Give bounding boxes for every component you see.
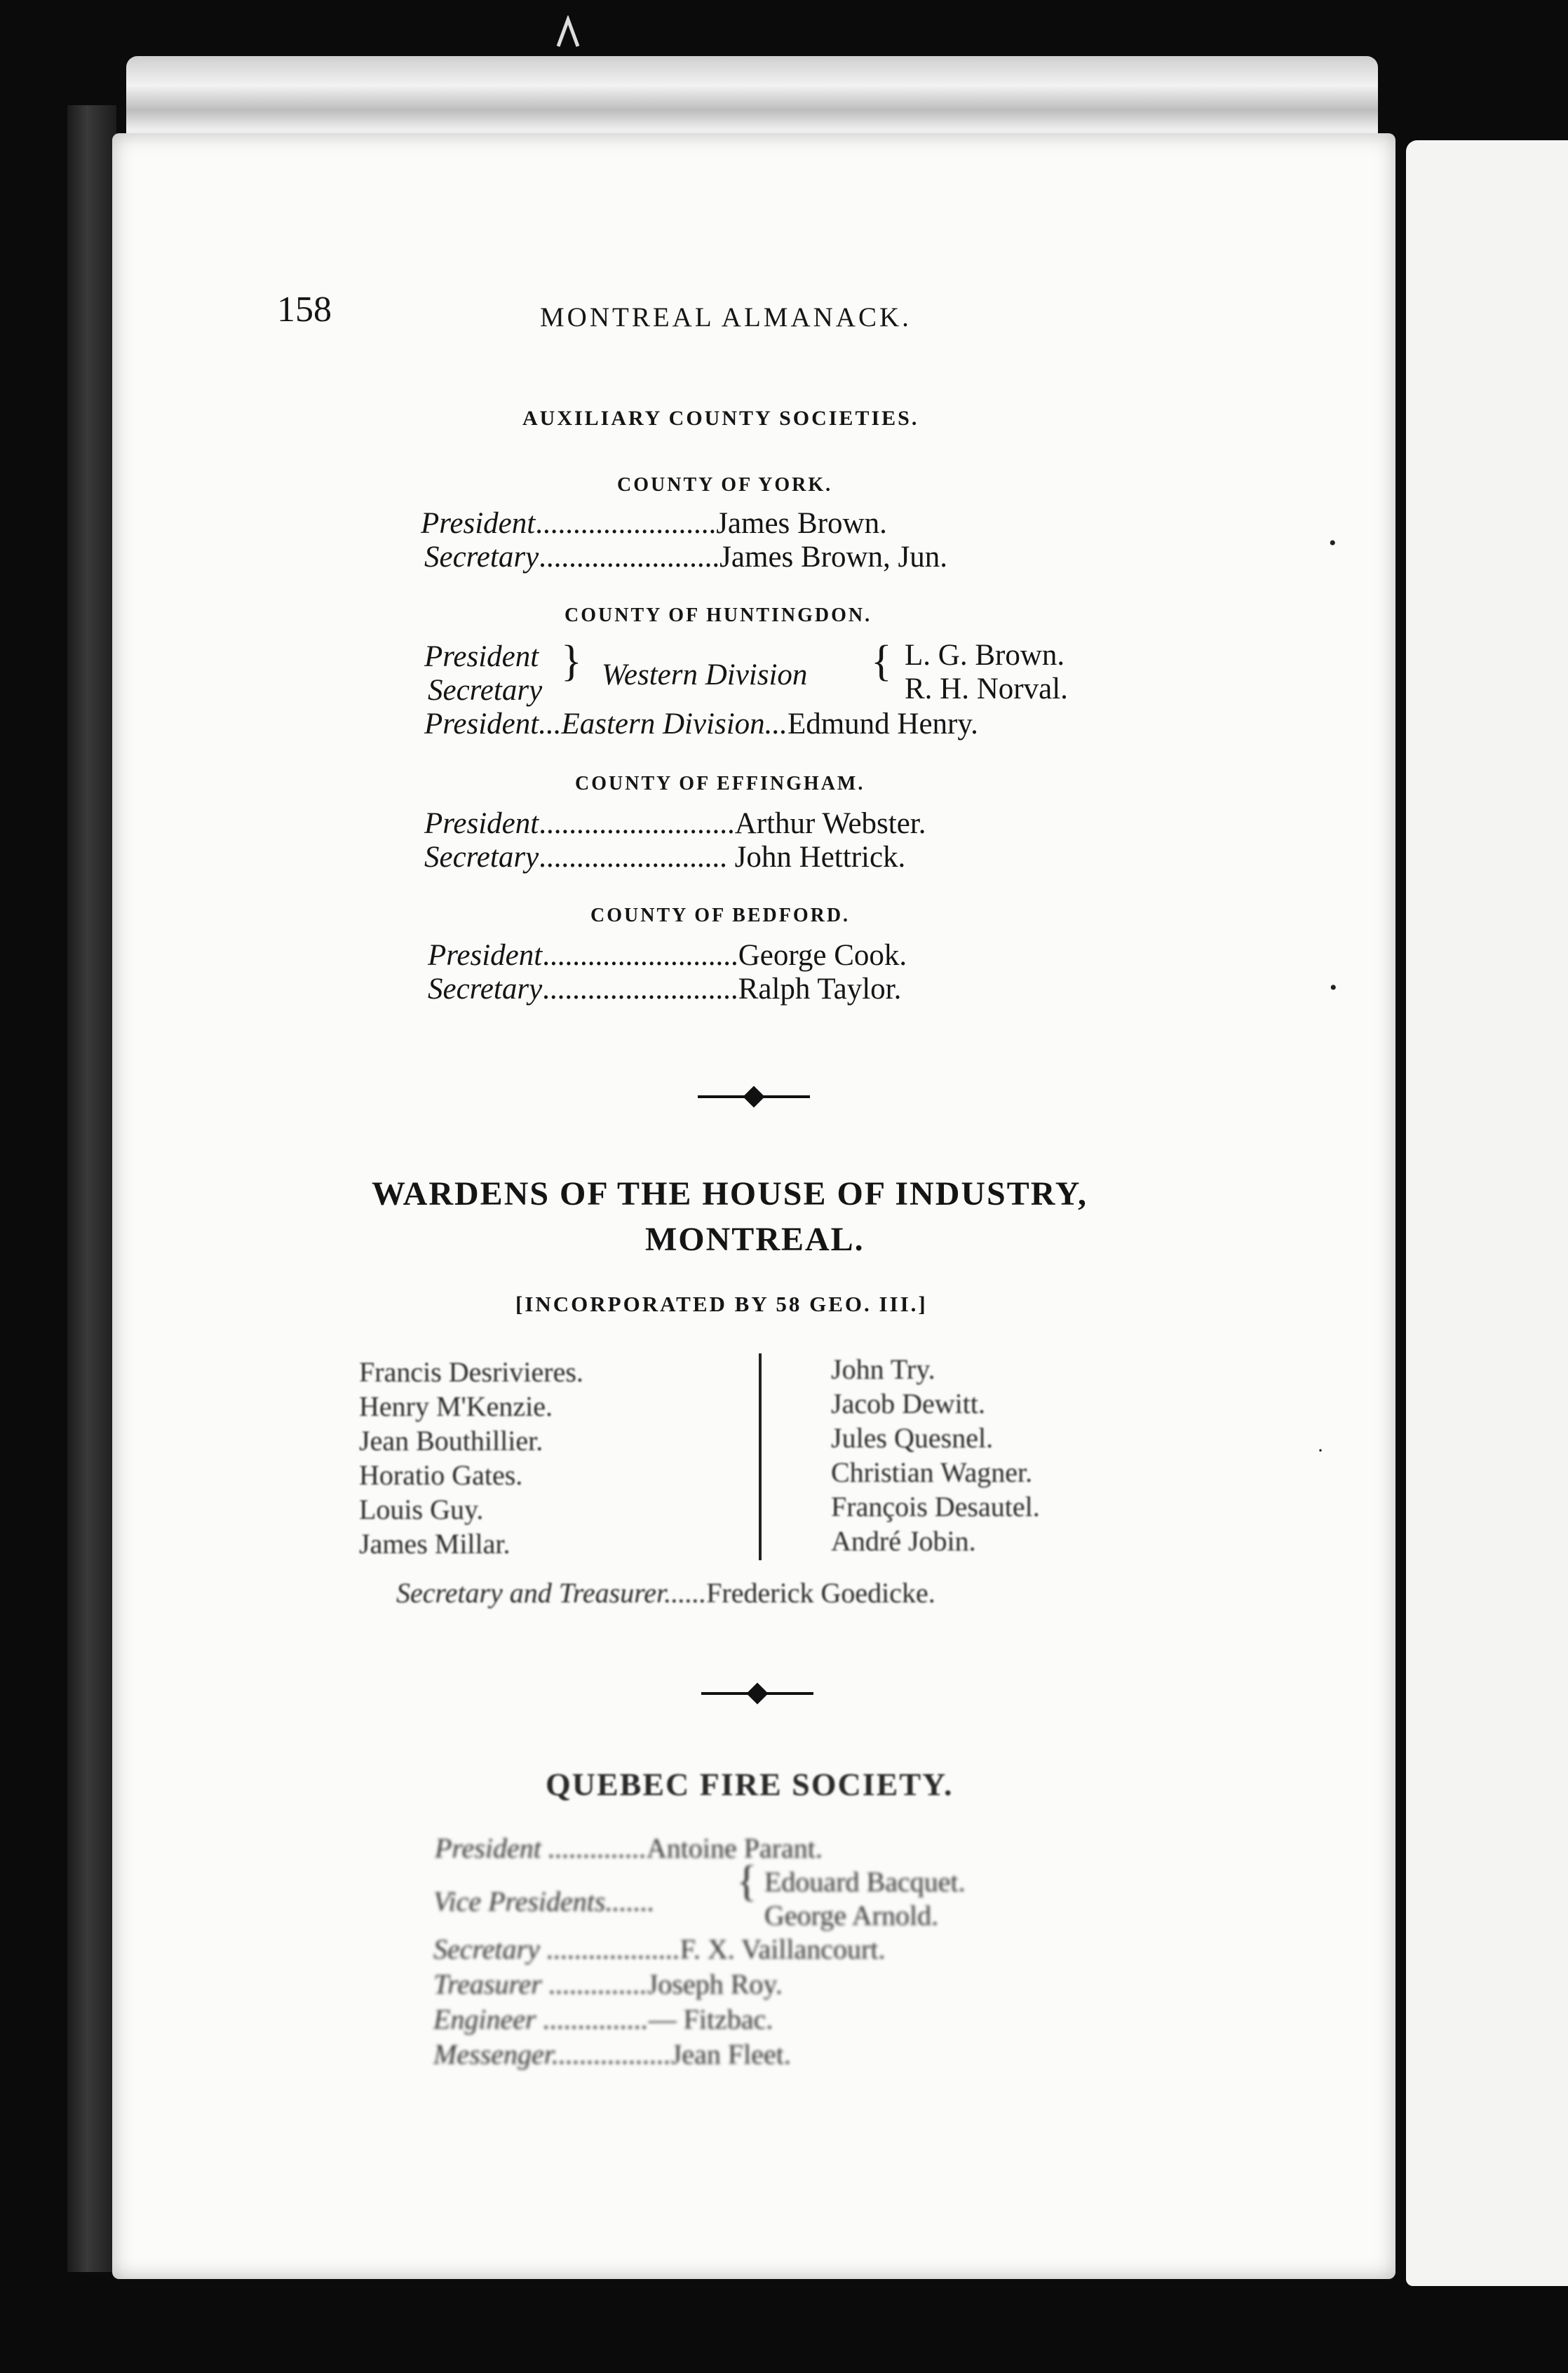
quebec-messenger-row: Messenger.................Jean Fleet.: [433, 2039, 791, 2070]
page-number: 158: [277, 290, 332, 330]
huntingdon-name-2: R. H. Norval.: [905, 672, 1068, 705]
wardens-title-line1: WARDENS OF THE HOUSE OF INDUSTRY,: [372, 1175, 1088, 1212]
list-item: François Desautel.: [831, 1491, 1040, 1522]
bedford-secretary-row: Secretary..........................Ralph Taylor.: [428, 973, 902, 1006]
western-division-label: Western Division: [602, 658, 808, 691]
quebec-vice-name-1: Edouard Bacquet.: [764, 1866, 966, 1898]
list-item: Horatio Gates.: [359, 1459, 523, 1491]
list-item: James Millar.: [359, 1528, 511, 1560]
ornament-divider: [698, 1095, 810, 1098]
list-item: Jacob Dewitt.: [831, 1388, 985, 1419]
county-york-heading: COUNTY OF YORK.: [617, 474, 833, 496]
scan-mark-icon: [555, 15, 581, 50]
wardens-right-list: [831, 1352, 1040, 1558]
list-item: Francis Desrivieres.: [359, 1356, 583, 1388]
effingham-secretary-row: Secretary......................... John Hettrick.: [424, 841, 906, 874]
york-secretary-row: Secretary........................James Brown, Jun.: [424, 541, 948, 574]
list-item: Jean Bouthillier.: [359, 1425, 543, 1456]
york-president-row: President........................James Brown.: [421, 507, 887, 540]
list-item: André Jobin.: [831, 1525, 976, 1557]
list-item: John Try.: [831, 1353, 935, 1385]
york-president-name: James Brown.: [716, 507, 887, 540]
county-huntingdon-heading: COUNTY OF HUNTINGDON.: [565, 604, 872, 626]
list-item: Henry M'Kenzie.: [359, 1391, 553, 1422]
column-divider: [759, 1353, 762, 1560]
quebec-treasurer-row: Treasurer ..............Joseph Roy.: [433, 1968, 783, 2000]
wardens-secretary-row: Secretary and Treasurer......Frederick Goedicke.: [396, 1577, 935, 1609]
quebec-vice-name-2: George Arnold.: [764, 1900, 939, 1931]
quebec-president-row: President ..............Antoine Parant.: [435, 1832, 823, 1864]
bedford-president-row: President..........................George Cook.: [428, 939, 907, 972]
running-title: MONTREAL ALMANACK.: [540, 302, 912, 332]
wardens-left-list: [359, 1355, 583, 1561]
effingham-president-row: President..........................Arthur Webster.: [424, 807, 926, 840]
county-bedford-heading: COUNTY OF BEDFORD.: [590, 905, 851, 926]
quebec-engineer-row: Engineer ...............— Fitzbac.: [433, 2003, 773, 2035]
huntingdon-name-1: L. G. Brown.: [905, 639, 1065, 672]
quebec-title: QUEBEC FIRE SOCIETY.: [546, 1766, 954, 1802]
list-item: Jules Quesnel.: [831, 1422, 994, 1454]
right-brace: {: [871, 637, 892, 685]
quebec-vice-label: Vice Presidents.......: [433, 1886, 655, 1917]
huntingdon-eastern-row: President...Eastern Division...Edmund Henry.: [424, 708, 978, 741]
margin-mark: ·: [1317, 1439, 1324, 1462]
book-spine: [67, 105, 116, 2272]
wardens-title-line2: MONTREAL.: [645, 1221, 865, 1258]
huntingdon-president-label: President: [424, 640, 539, 673]
facing-page-edge: [1406, 140, 1568, 2286]
list-item: Christian Wagner.: [831, 1456, 1033, 1488]
margin-mark: •: [1330, 976, 1337, 999]
left-brace: }: [561, 637, 582, 685]
quebec-secretary-row: Secretary ...................F. X. Vaillancourt.: [433, 1933, 886, 1965]
ornament-divider: [701, 1692, 813, 1695]
county-effingham-heading: COUNTY OF EFFINGHAM.: [575, 773, 865, 795]
huntingdon-secretary-label: Secretary: [428, 674, 543, 707]
list-item: Louis Guy.: [359, 1494, 484, 1525]
section-heading-auxiliary: AUXILIARY COUNTY SOCIETIES.: [522, 407, 919, 430]
wardens-subtitle: [INCORPORATED BY 58 GEO. III.]: [515, 1292, 928, 1316]
margin-mark: •: [1329, 532, 1337, 555]
york-secretary-name: James Brown, Jun.: [719, 541, 948, 574]
vice-brace: {: [736, 1858, 757, 1905]
